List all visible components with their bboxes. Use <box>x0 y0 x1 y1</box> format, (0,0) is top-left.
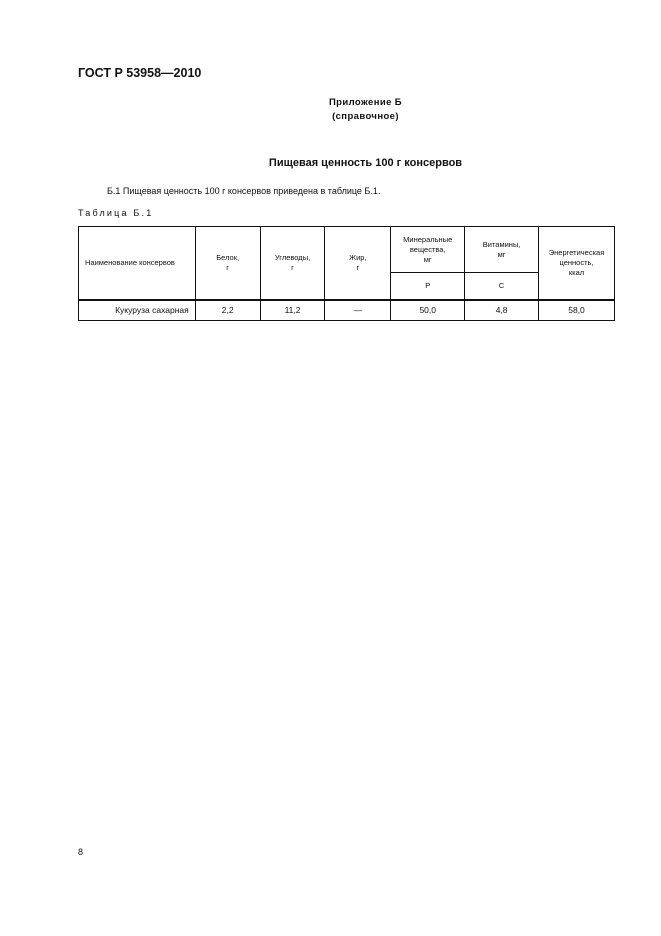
header-fat: Жир, г <box>325 227 391 300</box>
page-number: 8 <box>78 847 84 857</box>
header-minerals: Минеральные вещества, мг <box>391 227 465 273</box>
cell-c: 4,8 <box>465 300 539 321</box>
table-caption: Таблица Б.1 <box>78 208 154 218</box>
cell-fat: — <box>325 300 391 321</box>
subheader-c: С <box>465 273 539 300</box>
appendix-title: Приложение Б <box>328 97 403 108</box>
cell-name: Кукуруза сахарная <box>79 300 196 321</box>
header-carbs: Углеводы, г <box>260 227 325 300</box>
cell-energy: 58,0 <box>539 300 615 321</box>
section-paragraph: Б.1 Пищевая ценность 100 г консервов приведена в таблице Б.1. <box>107 186 381 196</box>
appendix-heading <box>0 96 661 124</box>
header-vitamins: Витамины, мг <box>465 227 539 273</box>
subheader-p: Р <box>391 273 465 300</box>
cell-p: 50,0 <box>391 300 465 321</box>
header-name: Наименование консервов <box>79 227 196 300</box>
header-protein: Белок, г <box>195 227 260 300</box>
section-title: Пищевая ценность 100 г консервов <box>268 157 463 169</box>
table-row <box>79 300 615 321</box>
document-code: ГОСТ Р 53958—2010 <box>78 66 202 80</box>
header-energy: Энергетическая ценность, ккал <box>539 227 615 300</box>
table-header-row <box>79 227 615 273</box>
cell-carbs: 11,2 <box>260 300 325 321</box>
appendix-subtitle: (справочное) <box>332 111 399 122</box>
nutrition-table <box>78 226 615 321</box>
cell-protein: 2,2 <box>195 300 260 321</box>
